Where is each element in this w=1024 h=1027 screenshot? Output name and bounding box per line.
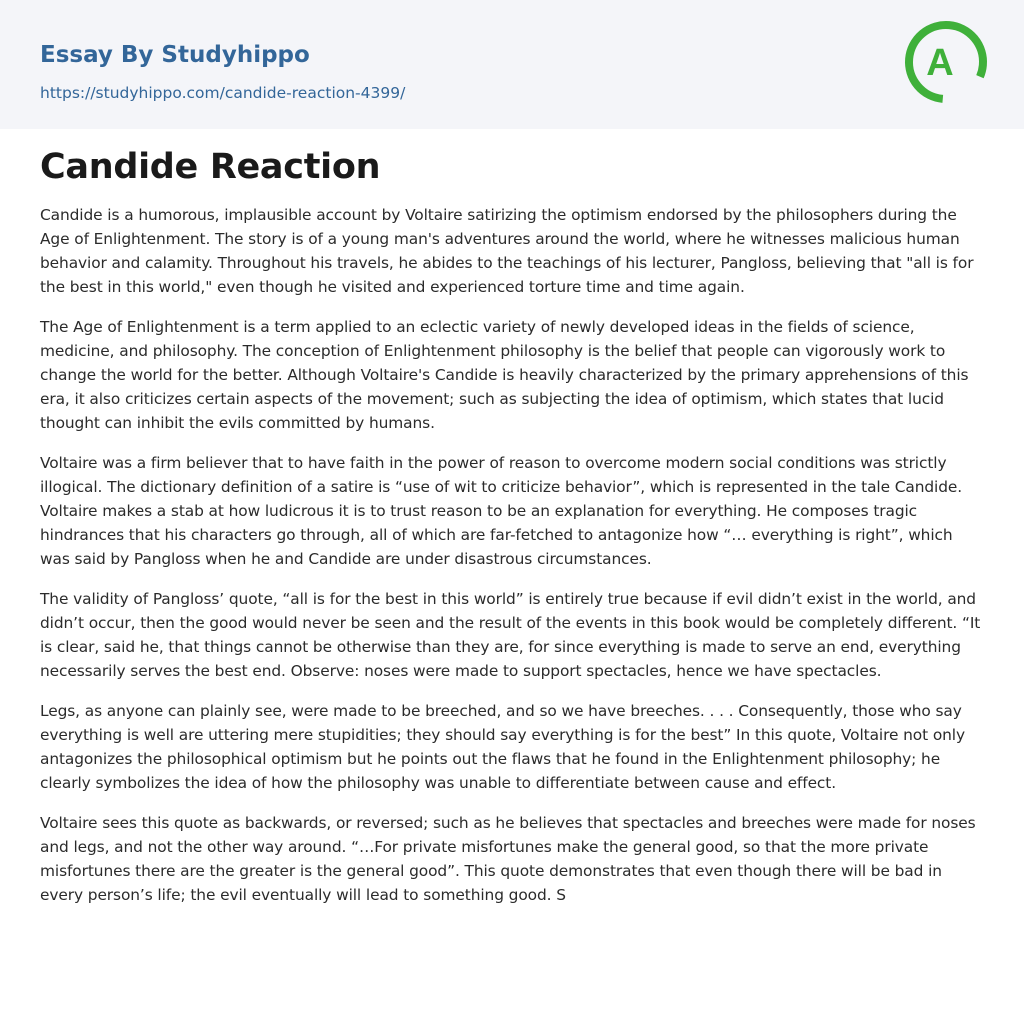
site-header xyxy=(0,0,1024,129)
essay-paragraph: Voltaire sees this quote as backwards, or reversed; such as he believes that spectacles and breeches were made for noses and legs, and not the other way around. “…For private misfortunes make the general good, so that the more private misfortunes there are the greater is the general good”. This quote demonstrates that even though there will be bad in every person’s life; the evil eventually will lead to something good. S xyxy=(40,814,976,904)
logo-letter: A xyxy=(926,42,954,84)
essay-title: Candide Reaction xyxy=(40,147,381,187)
essay-paragraph: Candide is a humorous, implausible account by Voltaire satirizing the optimism endorsed by the philosophers during the Age of Enlightenment. The story is of a young man's adventures around the world, where he witnesses malicious human behavior and calamity. Throughout his travels, he abides to the teachings of his lecturer, Pangloss, believing that "all is for the best in this world," even though he visited and experienced torture time and time again. xyxy=(40,206,974,296)
essay-paragraph: The validity of Pangloss’ quote, “all is for the best in this world” is entirely true because if evil didn’t exist in the world, and didn’t occur, then the good would never be seen and the result of the events in this book would be completely different. “It is clear, said he, that things cannot be otherwise than they are, for since everything is made to serve an end, everything necessarily serves the best end. Observe: noses were made to support spectacles, hence we have spectacles. xyxy=(40,590,981,680)
essay-paragraph: The Age of Enlightenment is a term applied to an eclectic variety of newly developed ideas in the fields of science, medicine, and philosophy. The conception of Enlightenment philosophy is the belief that people can vigorously work to change the world for the better. Although Voltaire's Candide is heavily characterized by the primary apprehensions of this era, it also criticizes certain aspects of the movement; such as subjecting the idea of optimism, which states that lucid thought can inhibit the evils committed by humans. xyxy=(40,318,969,432)
essay-content xyxy=(40,144,987,923)
brand-title[interactable]: Essay By Studyhippo xyxy=(40,42,310,68)
studyhippo-logo-icon[interactable] xyxy=(904,18,988,106)
essay-url-link[interactable]: https://studyhippo.com/candide-reaction-4399/ xyxy=(40,84,406,102)
essay-paragraph: Legs, as anyone can plainly see, were made to be breeched, and so we have breeches. . . . Consequently, those who say everything is well are uttering mere stupidities; they should say everything is for the best” In this quote, Voltaire not only antagonizes the philosophical optimism but he points out the flaws that he found in the Enlightenment philosophy; he clearly symbolizes the idea of how the philosophy was unable to differentiate between cause and effect. xyxy=(40,702,965,792)
essay-paragraph: Voltaire was a firm believer that to have faith in the power of reason to overcome modern social conditions was strictly illogical. The dictionary definition of a satire is “use of wit to criticize behavior”, which is represented in the tale Candide. Voltaire makes a stab at how ludicrous it is to trust reason to be an explanation for everything. He composes tragic hindrances that his characters go through, all of which are far-fetched to antagonize how “… everything is right”, which was said by Pangloss when he and Candide are under disastrous circumstances. xyxy=(40,454,963,568)
